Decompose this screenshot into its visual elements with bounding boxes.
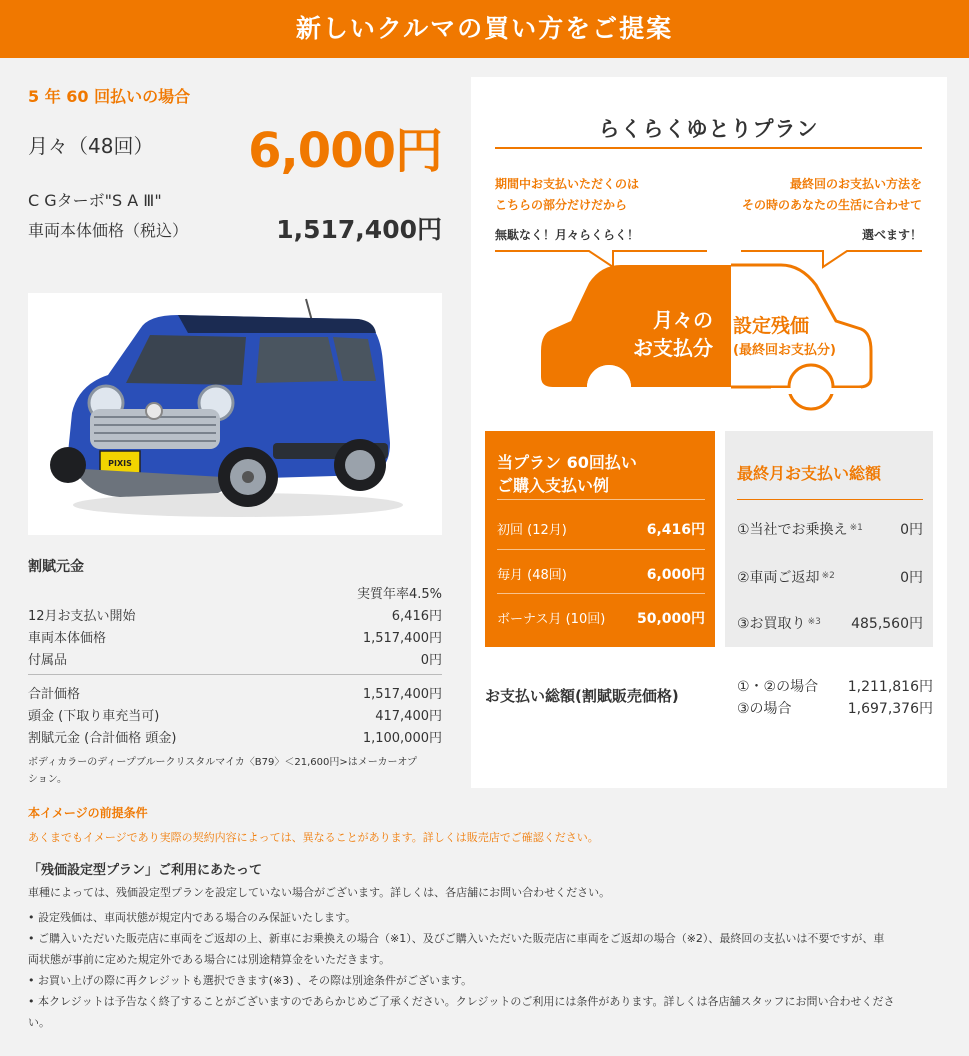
page-header: 新しいクルマの買い方をご提案 (0, 0, 969, 58)
row-label: 付属品 (28, 653, 68, 668)
car-image (28, 293, 442, 535)
license-plate-badge: PIXIS (108, 459, 132, 468)
list-item: ①当社でお乗換え $^{※1}$ 0円 (737, 522, 923, 538)
payment-example-title: 当プラン 60回払い ご購入支払い例 (497, 453, 637, 495)
table-row (28, 627, 442, 646)
installment-title: 割賦元金 (28, 559, 84, 575)
left-caption: 期間中お支払いただくのは こちらの部分だけだから (495, 177, 640, 212)
final-payment-box (725, 431, 933, 647)
monthly-portion-label: 月々の お支払分 (633, 308, 713, 360)
color-footnote (28, 754, 442, 788)
row-label: 頭金 (下取り車充当可) (28, 709, 160, 724)
payment-example-box (485, 431, 715, 647)
row-label: 車両本体価格 (28, 631, 107, 646)
title-underline (495, 147, 922, 149)
table-row (28, 705, 442, 724)
divider (497, 499, 705, 500)
divider (497, 549, 705, 550)
list-item: ②車両ご返却 $^{※2}$ 0円 (737, 570, 923, 586)
footnote-line: ション。 (28, 774, 67, 785)
divider (28, 674, 442, 675)
row-value: 6,416円 (391, 609, 442, 624)
plan-panel (471, 77, 947, 788)
row-value: 1,517,400円 (362, 631, 442, 646)
list-item: ボーナス月 (10回) 50,000円 (497, 611, 705, 627)
list-item: 毎月 (48回) 6,000円 (497, 567, 705, 583)
left-emphasis: 無駄なく！月々らくらく！ (495, 228, 640, 242)
final-payment-title: 最終月お支払い総額 (737, 464, 882, 483)
table-row (28, 649, 442, 668)
grade-name: C Gターボ"S A Ⅲ" (28, 191, 162, 210)
list-item: 初回 (12月) 6,416円 (497, 522, 705, 538)
divider (737, 499, 923, 500)
divider (497, 593, 705, 594)
row-value: 0円 (420, 653, 442, 668)
residual-value-sublabel: (最終回お支払分) (733, 343, 836, 358)
row-label: 合計価格 (28, 687, 81, 702)
total-payment-label: お支払い総額(割賦販売価格) (485, 687, 679, 705)
row-value: 1,517,400円 (362, 687, 442, 702)
row-label: 割賦元金 (合計価格 頭金) (28, 731, 177, 746)
interest-rate: 実質年率4.5% (356, 587, 442, 602)
monthly-label: 月々（48回） (28, 134, 154, 158)
residual-value-label: 設定残価 (733, 315, 810, 337)
premise-title: 本イメージの前提条件 (28, 806, 148, 820)
right-emphasis: 選べます！ (861, 228, 922, 242)
table-row (28, 605, 442, 624)
row-value: 417,400円 (375, 709, 442, 724)
plan-case-label: 5 年 60 回払いの場合 (28, 87, 191, 106)
zanka-title: 「残価設定型プラン」ご利用にあたって (28, 863, 263, 878)
plan-title: らくらくゆとりプラン (598, 117, 819, 141)
row-value: 1,100,000円 (362, 731, 442, 746)
total-payment-values: ①・②の場合 1,211,816円 ③の場合 1,697,376円 (737, 679, 933, 717)
body-price-label: 車両本体価格（税込） (28, 221, 189, 240)
right-caption: 最終回のお支払い方法を その時のあなたの生活に合わせて (741, 177, 922, 212)
monthly-price: 6,000円 (248, 123, 442, 179)
row-label: 12月お支払い開始 (28, 609, 136, 624)
notes-body: 車種によっては、残価設定型プランを設定していない場合がございます。詳しくは、各店舗にお問い合わせください。 • 設定残価は、車両状態が規定内である場合のみ保証いたします。 • ご購入いただいた販売店に車両をご返却の上、新車にお乗換えの場合（※1）、及びご購入いただいた販売店に車両をご返却の場合（※2）、最終回の支払いは不要ですが、車 両状態が事前に定めた規定外である場合には別途精算金をいただきます。 • お買い上げの際に再クレジットも選択できます(※3) 、その際は別途条件がございます。 • 本クレジットは予告なく終了することがございますのであらかじめご了承ください。クレジットのご利用には条件があります。詳しくは各店舗スタッフにお問い合わせくださ い。 (28, 886, 895, 1029)
car-illustration (28, 293, 442, 535)
table-row (28, 727, 442, 746)
body-price: 1,517,400円 (276, 215, 442, 244)
footnote-line: ボディカラーのディープブルークリスタルマイカ〈B79〉＜21,600円>はメーカーオプ (28, 757, 418, 768)
table-row (28, 683, 442, 702)
premise-text: あくまでもイメージであり実際の契約内容によっては、異なることがあります。詳しくは販売店でご確認ください。 (28, 831, 599, 844)
list-item: ③お買取り $^{※3}$ 485,560円 (737, 616, 923, 632)
